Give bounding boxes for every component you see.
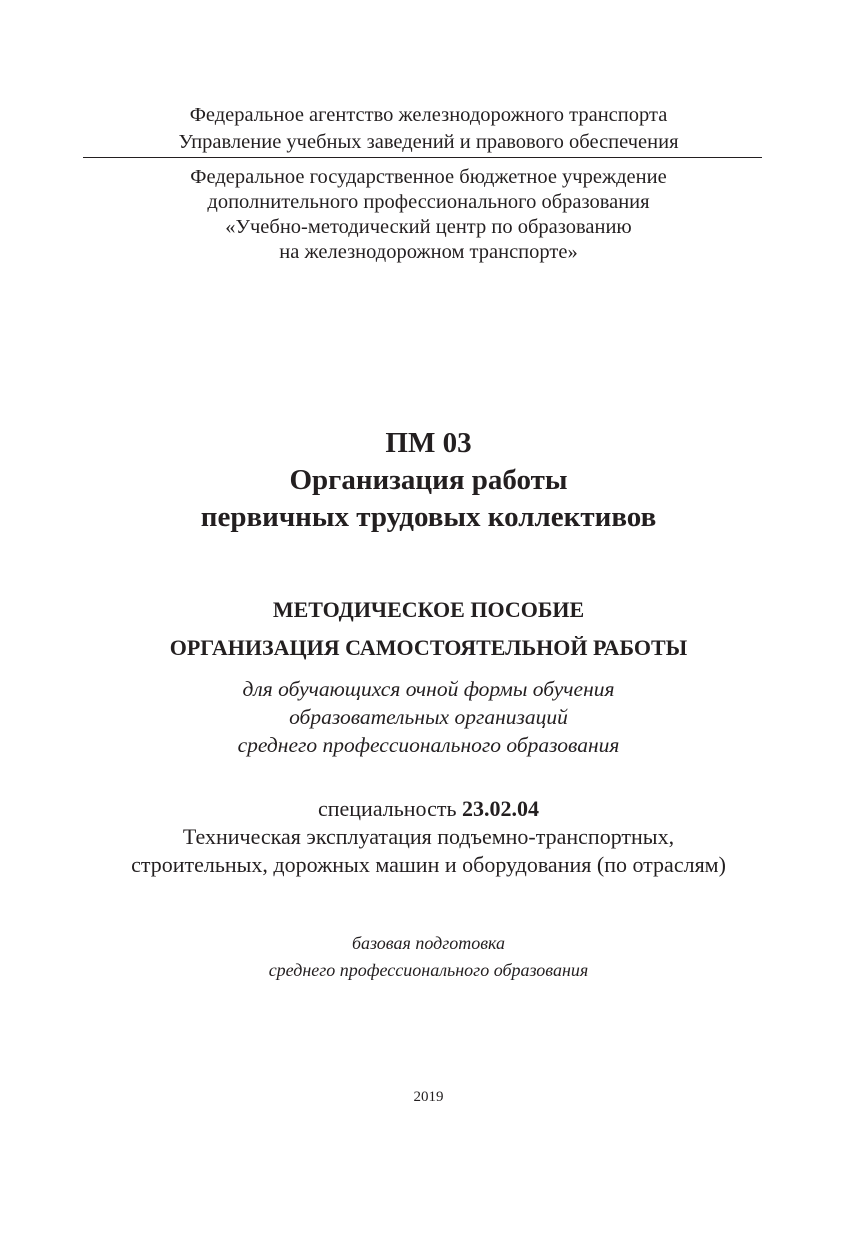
agency-name: Федеральное агентство железнодорожного транспорта xyxy=(189,104,668,126)
header-divider xyxy=(83,157,762,158)
institution-header xyxy=(0,165,857,265)
audience-description xyxy=(0,675,857,759)
institution-line: дополнительного профессионального образования xyxy=(207,191,650,213)
module-title-line: первичных трудовых коллективов xyxy=(200,501,657,533)
module-title-line: Организация работы xyxy=(289,464,568,496)
institution-line: «Учебно-методический центр по образованию xyxy=(225,216,632,238)
specialty-block xyxy=(0,795,857,879)
publication-year xyxy=(0,1087,857,1107)
agency-department: Управление учебных заведений и правового обеспечения xyxy=(178,131,679,153)
audience-line: образовательных организаций xyxy=(289,705,568,729)
module-code: ПМ 03 xyxy=(385,427,472,459)
training-level-line: базовая подготовка xyxy=(351,933,506,953)
specialty-code-line xyxy=(0,795,857,823)
year-text: 2019 xyxy=(413,1089,444,1105)
audience-line: среднего профессионального образования xyxy=(237,733,620,757)
document-type xyxy=(0,591,857,667)
document-type-line: МЕТОДИЧЕСКОЕ ПОСОБИЕ xyxy=(272,597,585,622)
page-title xyxy=(0,425,857,536)
document-type-line: ОРГАНИЗАЦИЯ САМОСТОЯТЕЛЬНОЙ РАБОТЫ xyxy=(169,635,688,660)
institution-line: на железнодорожном транспорте» xyxy=(279,241,578,263)
training-level xyxy=(0,930,857,984)
institution-line: Федеральное государственное бюджетное учреждение xyxy=(190,166,667,188)
specialty-code: 23.02.04 xyxy=(462,796,540,821)
audience-line: для обучающихся очной формы обучения xyxy=(242,677,615,701)
specialty-label: специальность xyxy=(317,796,463,821)
agency-header xyxy=(0,102,857,156)
training-level-line: среднего профессионального образования xyxy=(268,960,589,980)
specialty-name-line: строительных, дорожных машин и оборудования (по отраслям) xyxy=(131,852,726,877)
specialty-name-line: Техническая эксплуатация подъемно-транспортных, xyxy=(182,824,675,849)
